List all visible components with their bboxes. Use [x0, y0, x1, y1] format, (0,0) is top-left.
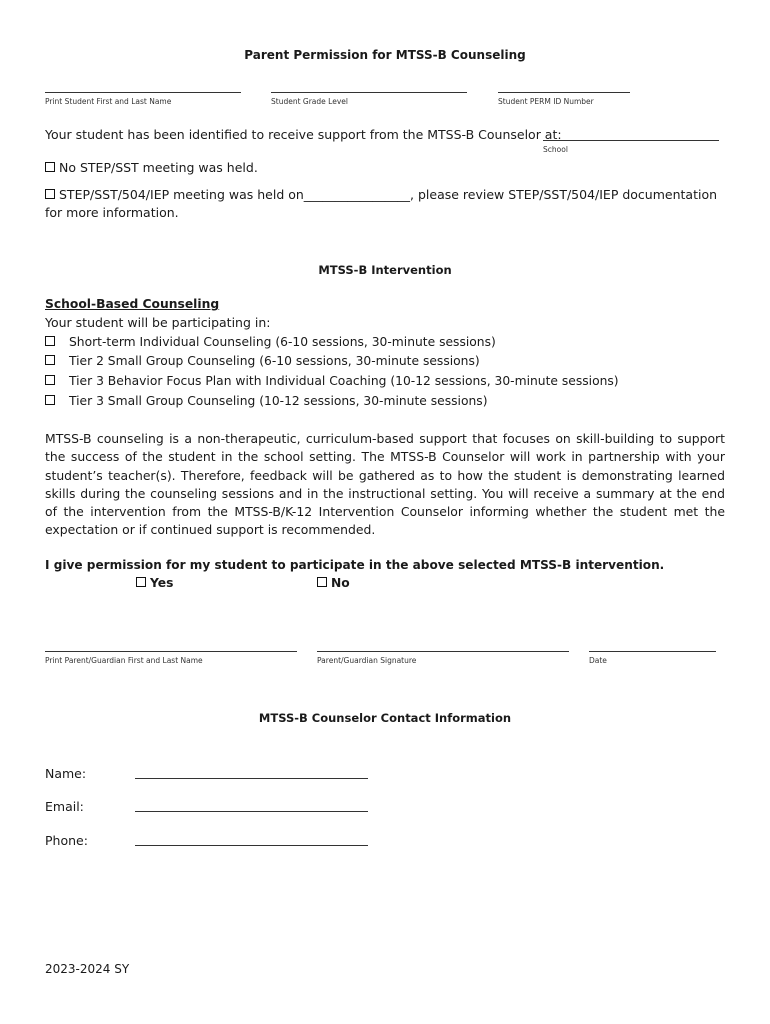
- option-checkbox[interactable]: [45, 375, 55, 385]
- description-paragraph: MTSS-B counseling is a non-therapeutic, curriculum-based support that focuses on skill-building to support the success of the student in the school setting. The MTSS-B Counselor will work in partnership with your student’s teacher(s). Therefore, feedback will be gathered as to how the student is demonstrating learned skills during the counseling sessions and in the instructional setting. You will receive a summary at the end of the intervention from the MTSS-B/K-12 Intervention Counselor informing whether the student met the expectation or if continued support is recommended.: [45, 431, 725, 538]
- meeting-held-option[interactable]: [45, 186, 725, 222]
- option-label: Tier 3 Behavior Focus Plan with Individual Coaching (10-12 sessions, 30-minute sessions): [69, 374, 619, 388]
- student-name-line[interactable]: [45, 92, 241, 93]
- contact-phone-line[interactable]: [135, 845, 368, 846]
- option-short-term[interactable]: [45, 335, 496, 349]
- option-tier2-group[interactable]: [45, 354, 480, 368]
- guardian-signature-label: Parent/Guardian Signature: [317, 656, 417, 665]
- permission-statement: I give permission for my student to participate in the above selected MTSS-B intervention.: [45, 558, 665, 572]
- contact-name-label: Name:: [45, 766, 87, 781]
- option-checkbox[interactable]: [45, 395, 55, 405]
- date-line[interactable]: [589, 651, 716, 652]
- contact-name-line[interactable]: [135, 778, 368, 779]
- no-checkbox[interactable]: [317, 577, 327, 587]
- contact-email-line[interactable]: [135, 811, 368, 812]
- guardian-name-line[interactable]: [45, 651, 297, 652]
- grade-level-line[interactable]: [271, 92, 467, 93]
- grade-level-label: Student Grade Level: [271, 97, 348, 106]
- no-label: No: [331, 576, 350, 590]
- perm-id-label: Student PERM ID Number: [498, 97, 594, 106]
- contact-email-label: Email:: [45, 799, 84, 814]
- page-title: Parent Permission for MTSS-B Counseling: [244, 48, 526, 62]
- yes-label: Yes: [150, 576, 174, 590]
- guardian-name-label: Print Parent/Guardian First and Last Name: [45, 656, 203, 665]
- intervention-heading: MTSS-B Intervention: [318, 263, 452, 277]
- student-name-label: Print Student First and Last Name: [45, 97, 172, 106]
- option-label: Tier 3 Small Group Counseling (10-12 sessions, 30-minute sessions): [69, 394, 488, 408]
- option-label: Tier 2 Small Group Counseling (6-10 sessions, 30-minute sessions): [69, 354, 480, 368]
- contact-heading: MTSS-B Counselor Contact Information: [258, 711, 512, 725]
- option-checkbox[interactable]: [45, 336, 55, 346]
- option-checkbox[interactable]: [45, 355, 55, 365]
- option-tier3-group[interactable]: [45, 394, 488, 408]
- guardian-signature-line[interactable]: [317, 651, 569, 652]
- permission-no[interactable]: [317, 576, 350, 590]
- meeting-held-checkbox[interactable]: [45, 189, 55, 199]
- date-label: Date: [589, 656, 607, 665]
- perm-id-line[interactable]: [498, 92, 630, 93]
- identified-text: Your student has been identified to receive support from the MTSS-B Counselor at:: [45, 127, 562, 142]
- school-label: School: [543, 145, 568, 154]
- footer-year: 2023-2024 SY: [45, 962, 130, 976]
- no-meeting-option[interactable]: [45, 160, 258, 175]
- contact-phone-label: Phone:: [45, 833, 88, 848]
- no-meeting-checkbox[interactable]: [45, 162, 55, 172]
- school-based-intro: Your student will be participating in:: [45, 315, 271, 330]
- permission-yes[interactable]: [136, 576, 173, 590]
- option-label: Short-term Individual Counseling (6-10 sessions, 30-minute sessions): [69, 335, 496, 349]
- school-based-heading: School-Based Counseling: [45, 297, 220, 311]
- no-meeting-text: No STEP/SST meeting was held.: [59, 160, 258, 175]
- option-tier3-behavior[interactable]: [45, 374, 619, 388]
- school-line[interactable]: [543, 140, 719, 141]
- meeting-held-text: STEP/SST/504/IEP meeting was held on_________________, please review STEP/SST/504/IEP documentation for more information.: [45, 187, 718, 220]
- yes-checkbox[interactable]: [136, 577, 146, 587]
